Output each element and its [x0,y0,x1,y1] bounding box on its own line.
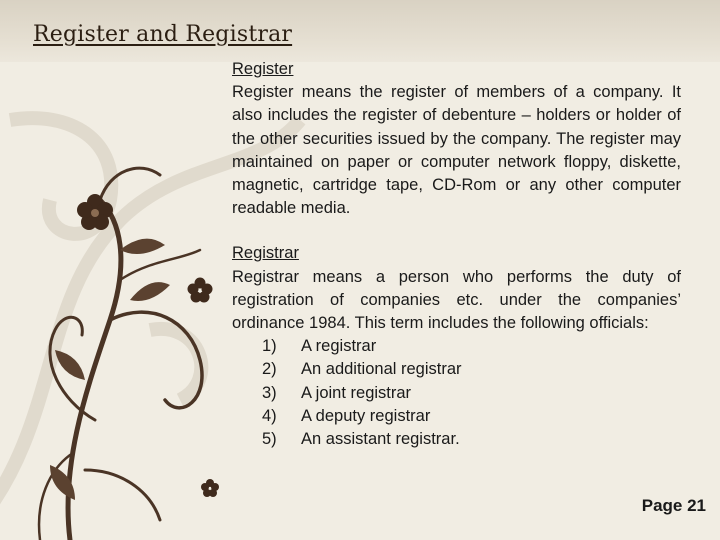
page-number: Page 21 [641,496,706,515]
list-item [262,428,681,451]
list-item-text: An assistant registrar. [301,430,460,449]
register-definition: Register means the register of members of a company. It also includes the register of debenture – holders or holder of the other securities issued by the company. The register may maintained on paper or computer network floppy, diskette, magnetic, cartridge tape, CD-Rom or any other computer readable media. [232,83,681,218]
register-section [232,58,681,220]
slide-title: Register and Registrar [33,22,293,47]
list-item-text: A registrar [301,337,377,356]
list-item [262,382,681,405]
registrar-definition: Registrar means a person who performs the duty of registration of companies etc. under the companies’ ordinance 1984. This term includes the following officials: [232,267,681,333]
list-item-number: 4) [262,406,277,425]
list-item [262,335,681,358]
list-item-number: 2) [262,360,277,379]
register-heading: Register [232,60,294,78]
list-item-text: A joint registrar [301,383,412,402]
list-item [262,405,681,428]
list-item [262,358,681,381]
list-item-number: 1) [262,337,277,356]
list-item-text: A deputy registrar [301,406,431,425]
list-item-number: 5) [262,430,277,449]
officials-list [232,335,681,451]
list-item-text: An additional registrar [301,360,462,379]
slide-content [232,58,681,451]
list-item-number: 3) [262,383,277,402]
registrar-heading: Registrar [232,244,299,263]
registrar-section [232,242,681,451]
